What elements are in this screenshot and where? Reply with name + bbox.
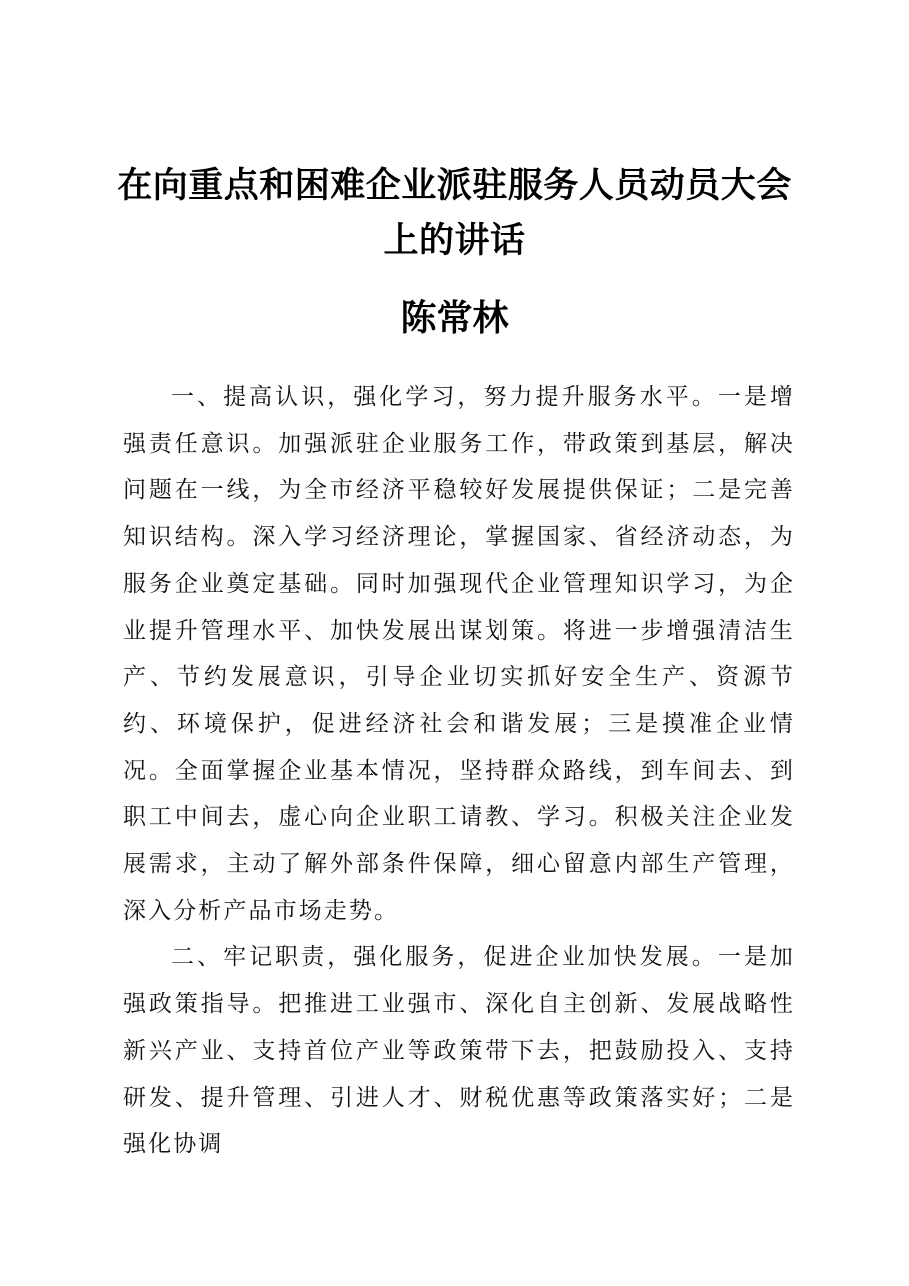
body-paragraph-2: 二、牢记职责，强化服务，促进企业加快发展。一是加强政策指导。把推进工业强市、深化自主创新、发展战略性新兴产业、支持首位产业等政策带下去，把鼓励投入、支持研发、提升管理、引进人才、财税优惠等政策落实好；二是强化协调 — [123, 944, 795, 1158]
document-body — [123, 374, 795, 1168]
author-name: 陈常林 — [400, 297, 509, 339]
document-title: 在向重点和困难企业派驻服务人员动员大会上的讲话 — [117, 165, 792, 261]
body-paragraph-1: 一、提高认识，强化学习，努力提升服务水平。一是增强责任意识。加强派驻企业服务工作，带政策到基层，解决问题在一线，为全市经济平稳较好发展提供保证；二是完善知识结构。深入学习经济理论，掌握国家、省经济动态，为服务企业奠定基础。同时加强现代企业管理知识学习，为企业提升管理水平、加快发展出谋划策。将进一步增强清洁生产、节约发展意识，引导企业切实抓好安全生产、资源节约、环境保护，促进经济社会和谐发展；三是摸准企业情况。全面掌握企业基本情况，坚持群众路线，到车间去、到职工中间去，虚心向企业职工请教、学习。积极关注企业发展需求，主动了解外部条件保障，细心留意内部生产管理，深入分析产品市场走势。 — [123, 384, 795, 924]
